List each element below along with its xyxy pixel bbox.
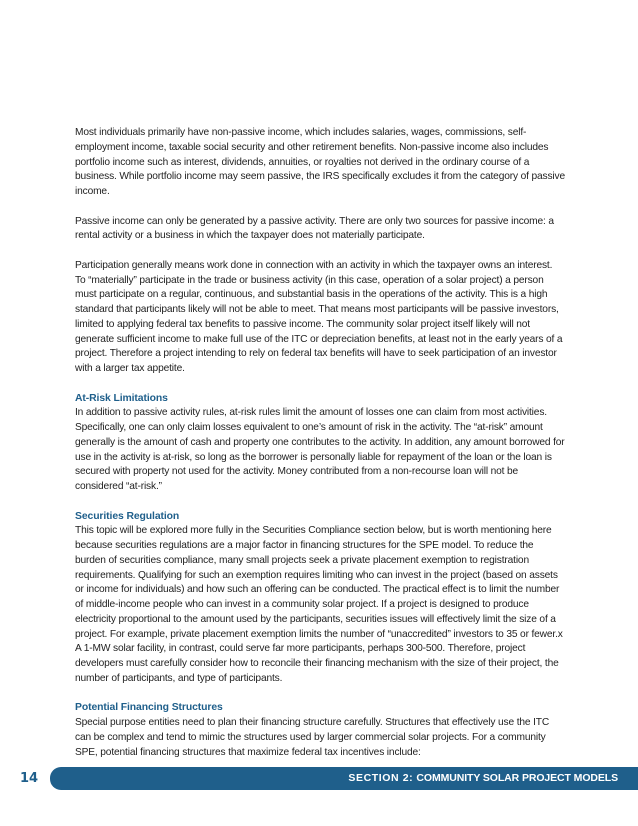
paragraph-participation: Participation generally means work done in connection with an activity in which the taxpayer owns an interest. To “materially” participate in the trade or business activity (in this case, operation of a solar project) a person must participate on a regular, continuous, and substantial basis in the operations of the activity. This is a high standard that participants likely will not be able to meet. That means most participants will be passive investors, limited to applying federal tax benefits to passive income. The community solar project itself likely will not generate sufficient income to make full use of the ITC or depreciation benefits, at least not in the early years of a project. Therefore a project intending to rely on federal tax benefits will have to seek participation of an investor with a larger tax appetite. — [75, 259, 563, 374]
footer-section-label: SECTION 2: — [348, 772, 414, 784]
page-number: 14 — [20, 771, 39, 786]
footer-bar — [50, 767, 638, 790]
footer-section-name: COMMUNITY SOLAR PROJECT MODELS — [416, 772, 618, 784]
paragraph-passive-income: Passive income can only be generated by a passive activity. There are only two sources for passive income: a rental activity or a business in which the taxpayer does not materially participate. — [75, 215, 554, 242]
footer-section-title — [348, 767, 618, 790]
page-footer — [0, 767, 638, 790]
heading-potential-financing-structures: Potential Financing Structures — [75, 702, 223, 714]
paragraph-at-risk: In addition to passive activity rules, at-risk rules limit the amount of losses one can claim from most activities. Specifically, one can only claim losses equivalent to one’s amount of risk in the activity. The “at-risk” amount generally is the amount of cash and property one contributes to the activity. In addition, any amount borrowed for use in the activity is at-risk, so long as the borrower is personally liable for repayment of the loan or the loan is secured with property not used for the activity. Money contributed from a non-recourse loan will not be considered “at-risk.” — [75, 407, 565, 492]
heading-securities-regulation: Securities Regulation — [75, 510, 180, 522]
paragraph-financing: Special purpose entities need to plan their financing structure carefully. Structures that effectively use the ITC can be complex and tend to mimic the structures used by larger commercial solar projects. For a community SPE, potential financing structures that maximize federal tax incentives include: — [75, 717, 550, 758]
document-body — [75, 126, 565, 775]
paragraph-non-passive-income: Most individuals primarily have non-passive income, which includes salaries, wages, commissions, self-employment income, taxable social security and other retirement benefits. Non-passive income also includes portfolio income such as interest, dividends, annuities, or royalties not derived in the ordinary course of a business. While portfolio income may seem passive, the IRS specifically excludes it from the category of passive income. — [75, 127, 565, 197]
heading-at-risk-limitations: At-Risk Limitations — [75, 392, 168, 404]
paragraph-securities: This topic will be explored more fully in the Securities Compliance section below, but is worth mentioning here because securities regulations are a major factor in financing structures for the SPE model. To reduce the burden of securities compliance, many small projects seek a private placement exemption to registration requirements. Qualifying for such an exemption requires limiting who can invest in the project (based on assets or income for individuals) and how such an offering can be conducted. The practical effect is to limit the number of middle-income people who can invest in a community solar project. If a project is designed to produce electricity proportional to the amount used by the participants, securities issues will effectively limit the size of a project. For example, private placement exemption limits the number of “unaccredited” investors to 35 or fewer.x A 1-MW solar facility, in contrast, could serve far more participants, perhaps 300-500. Therefore, project developers must carefully consider how to reconcile their financing mechanism with the size of their project, the number of participants, and type of participants. — [75, 525, 563, 684]
